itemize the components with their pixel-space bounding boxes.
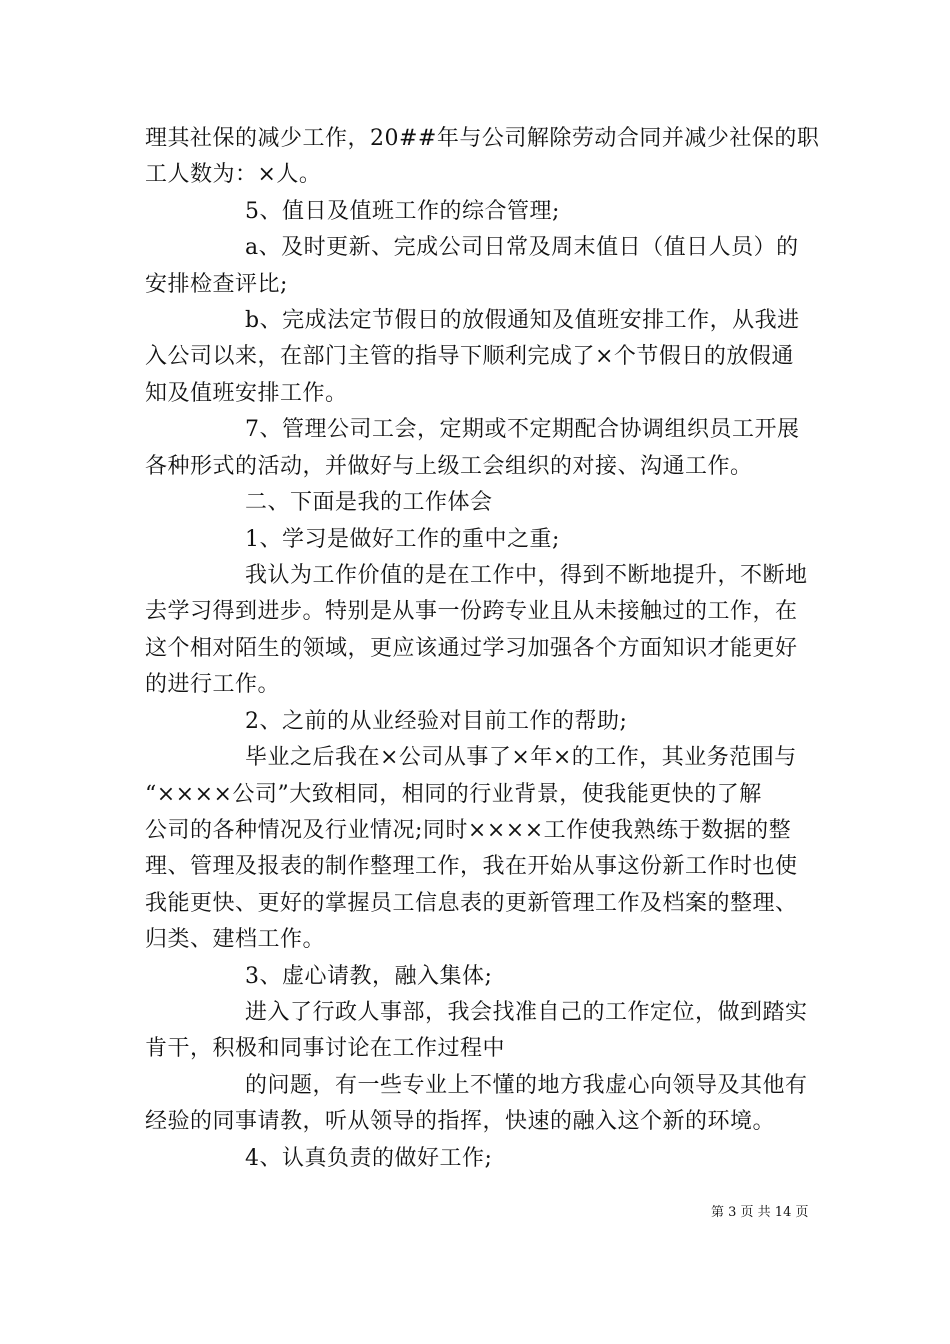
page-number: 第 3 页 共 14 页 — [711, 1205, 809, 1220]
text-line: 安排检查评比; — [145, 272, 288, 297]
text-line: 5、值日及值班工作的综合管理; — [245, 199, 560, 224]
text-line: 入公司以来，在部门主管的指导下顺利完成了×个节假日的放假通 — [145, 344, 794, 369]
text-line: 的问题，有一些专业上不懂的地方我虚心向领导及其他有 — [245, 1073, 808, 1098]
text-line: 公司的各种情况及行业情况;同时××××工作使我熟练于数据的整 — [145, 818, 792, 843]
text-line: 毕业之后我在×公司从事了×年×的工作，其业务范围与 — [245, 745, 797, 770]
text-line: 工人数为：×人。 — [145, 162, 322, 187]
text-line: 3、虚心请教，融入集体; — [245, 964, 493, 989]
text-line: 肯干，积极和同事讨论在工作过程中 — [145, 1036, 506, 1061]
text-line: 我能更快、更好的掌握员工信息表的更新管理工作及档案的整理、 — [145, 891, 798, 916]
text-line: 7、管理公司工会，定期或不定期配合协调组织员工开展 — [245, 417, 800, 442]
text-line: 的进行工作。 — [145, 672, 281, 697]
text-line: 理其社保的减少工作，20##年与公司解除劳动合同并减少社保的职 — [145, 126, 820, 151]
section-heading: 二、下面是我的工作体会 — [245, 490, 493, 515]
text-line: 去学习得到进步。特别是从事一份跨专业且从未接触过的工作，在 — [145, 599, 798, 624]
text-line: 进入了行政人事部，我会找准自己的工作定位，做到踏实 — [245, 1000, 808, 1025]
text-line: 2、之前的从业经验对目前工作的帮助; — [245, 709, 628, 734]
text-line: 知及值班安排工作。 — [145, 381, 348, 406]
text-line: a、及时更新、完成公司日常及周末值日（值日人员）的 — [245, 235, 799, 260]
text-line: 1、学习是做好工作的重中之重; — [245, 527, 560, 552]
text-line: 我认为工作价值的是在工作中，得到不断地提升，不断地 — [245, 563, 808, 588]
text-line: 这个相对陌生的领域，更应该通过学习加强各个方面知识才能更好 — [145, 636, 798, 661]
text-line: 各种形式的活动，并做好与上级工会组织的对接、沟通工作。 — [145, 454, 753, 479]
text-line: 经验的同事请教，听从领导的指挥，快速的融入这个新的环境。 — [145, 1109, 776, 1134]
text-line: b、完成法定节假日的放假通知及值班安排工作，从我进 — [245, 308, 800, 333]
text-line: “××××公司”大致相同，相同的行业背景，使我能更快的了解 — [145, 782, 762, 807]
text-line: 4、认真负责的做好工作; — [245, 1146, 493, 1171]
text-line: 理、管理及报表的制作整理工作，我在开始从事这份新工作时也使 — [145, 854, 798, 879]
text-line: 归类、建档工作。 — [145, 927, 326, 952]
